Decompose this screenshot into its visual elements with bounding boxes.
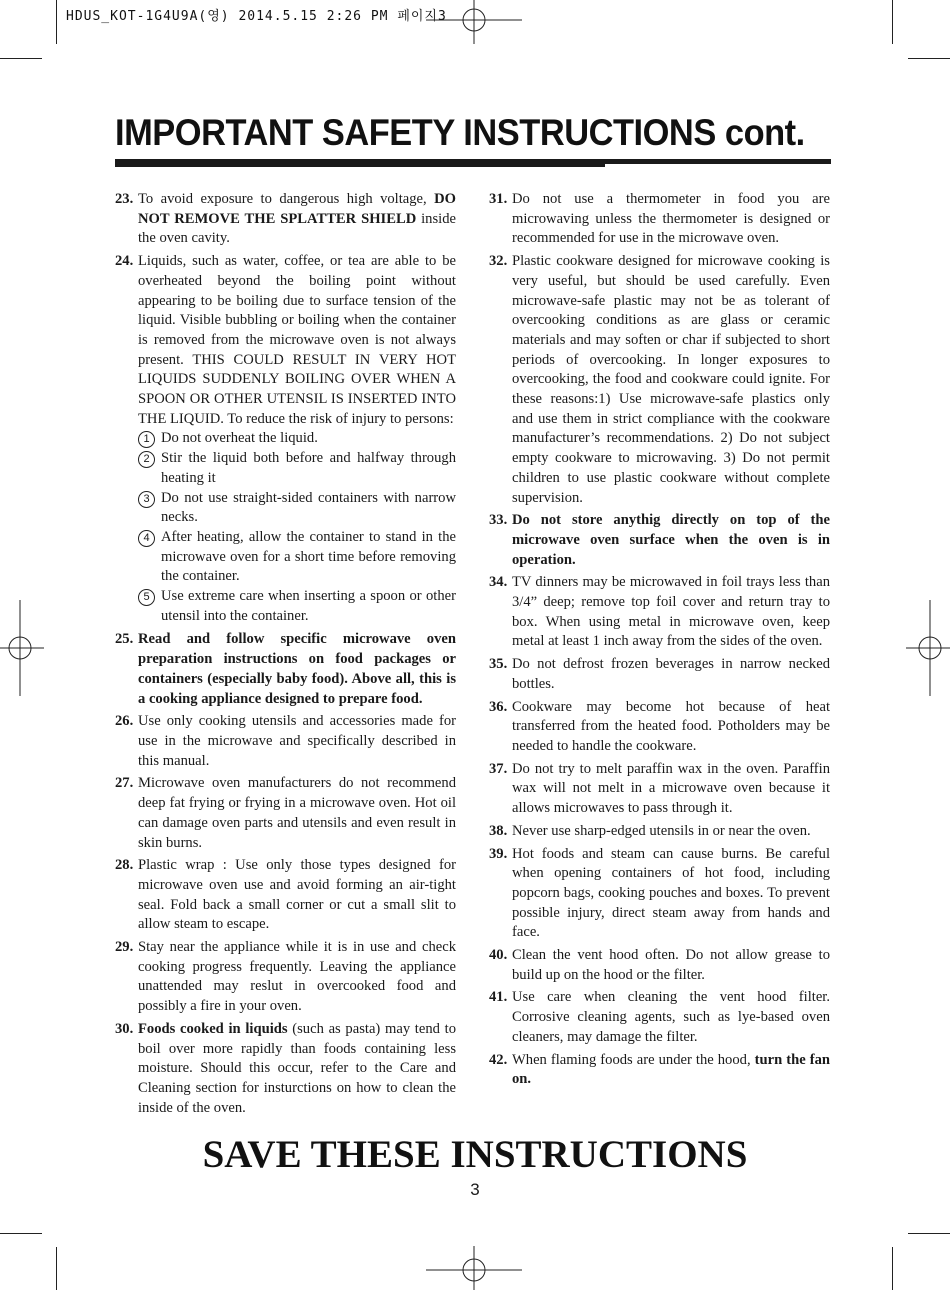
item-number: 39. [489,845,508,862]
item-number: 26. [115,713,134,730]
circled-number: 3 [138,491,155,508]
item-number: 34. [489,574,508,591]
item-text-bold: Do not store anythig directly on top of the microwave oven surface when the oven is in operation. [512,512,830,568]
item-text: Do not defrost frozen beverages in narrow necked bottles. [512,656,830,692]
item-number: 41. [489,989,508,1006]
sub-item-text: Use extreme care when inserting a spoon or other utensil into the container. [161,588,456,624]
sub-item-text: After heating, allow the container to stand in the microwave oven for a short time before removing the container. [161,528,456,585]
item-number: 25. [115,631,134,648]
item-number: 42. [489,1051,508,1068]
item-text: Use only cooking utensils and accessories made for use in the microwave and specifically described in this manual. [138,713,456,769]
instruction-27 [115,774,456,853]
instruction-34 [489,573,830,652]
item-text-bold: DO NOT REMOVE THE SPLATTER SHIELD [138,191,456,227]
instruction-30 [115,1020,456,1119]
crop-mark [0,1233,42,1234]
sub-item-text: Do not overheat the liquid. [161,430,318,447]
item-number: 23. [115,191,134,207]
instruction-42 [489,1051,830,1090]
item-number: 35. [489,656,508,673]
item-text: Do not try to melt paraffin wax in the oven. Paraffin wax will not melt in a microwave oven because it allows microwaves to pass through it. [512,760,830,817]
item-number: 38. [489,822,508,839]
circled-number: 1 [138,431,155,448]
page-title: IMPORTANT SAFETY INSTRUCTIONS cont. [115,112,805,153]
circled-number: 5 [138,589,155,606]
item-text-bold: turn the fan on. [512,1051,830,1088]
crop-mark [892,1247,893,1290]
instruction-32 [489,252,830,508]
item-number: 28. [115,857,134,874]
instruction-28 [115,856,456,935]
instruction-25 [115,630,456,709]
item-number: 40. [489,947,508,964]
instruction-36 [489,698,830,757]
item-text: When flaming foods are under the hood, [512,1051,755,1068]
item-text-bold: Foods cooked in liquids [138,1020,288,1037]
sub-item-2 [138,449,456,488]
item-text: TV dinners may be microwaved in foil trays less than 3/4” deep; remove top foil cover and return tray to box. When using metal in microwave oven, keep metal at least 1 inch away from the sides of the oven. [512,574,830,650]
circled-number: 2 [138,451,155,468]
registration-mark-top [426,0,522,44]
item-text: Never use sharp-edged utensils in or near the oven. [512,822,811,839]
printer-slug: HDUS_KOT-1G4U9A(영) 2014.5.15 2:26 PM 페이지3 [66,9,447,24]
registration-mark-bottom [426,1246,522,1290]
instruction-38 [489,822,830,842]
item-text-bold: Read and follow specific microwave oven preparation instructions on food packages or containers (especially baby food). Above all, this is a cooking appliance designed to prepare food. [138,631,456,707]
sub-item-1 [138,429,456,449]
instruction-31 [489,190,830,249]
left-column [115,190,456,1121]
sub-item-text: Do not use straight-sided containers with narrow necks. [161,489,456,526]
sub-item-5 [138,587,456,626]
item-text: Liquids, such as water, coffee, or tea are able to be overheated beyond the boiling point without appearing to be boiling due to surface tension of the liquid. Visible bubbling or boiling when the container is removed from the microwave oven is not always present. THIS COULD RESULT IN VERY HOT LIQUIDS SUDDENLY BOILING OVER WHEN A SPOON OR OTHER UTENSIL IS INSERTED INTO THE LIQUID. To reduce the risk of injury to persons: [138,253,456,427]
crop-mark [892,0,893,44]
item-number: 27. [115,775,134,792]
item-text: Stay near the appliance while it is in use and check cooking progress frequently. Leaving the appliance unattended may reslut in overcooked food and possibly a fire in your oven. [138,939,456,1015]
instruction-39 [489,845,830,944]
instruction-24 [115,252,456,626]
item-number: 33. [489,512,508,529]
item-number: 30. [115,1020,134,1037]
registration-mark-left [0,600,44,696]
instruction-29 [115,938,456,1017]
item-text: To avoid exposure to dangerous high voltage, [138,191,435,207]
instruction-40 [489,946,830,985]
crop-mark [908,1233,950,1234]
right-column [489,190,830,1093]
item-text: inside the oven cavity. [138,210,456,247]
registration-mark-right [906,600,950,696]
instruction-35 [489,655,830,694]
item-number: 37. [489,760,508,777]
item-text: Plastic cookware designed for microwave cooking is very useful, but should be used carefully. Even microwave-safe plastic may not be as tolerant of overcooking conditions as are glass or ceramic materials and may soften or char if subjected to short periods of overcooking. In longer exposures to overcooking, the food and cookware could ignite. For these reasons:1) Use microwave-safe plastics only and use them in strict compliance with the cookware manufacturer’s recommendations. 2) Do not subject empty cookware to microwaving. 3) Do not permit children to use plastic cookware without complete supervision. [512,253,830,506]
save-instructions-heading: SAVE THESE INSTRUCTIONS [202,1133,748,1176]
item-text: Microwave oven manufacturers do not recommend deep fat frying or frying in a microwave oven. Hot oil can damage oven parts and utensils and even result in skin burns. [138,775,456,851]
item-number: 31. [489,191,508,207]
instruction-23 [115,190,456,249]
sub-item-3 [138,489,456,528]
page-number: 3 [470,1180,480,1199]
crop-mark [56,0,57,44]
item-text: Do not use a thermometer in food you are microwaving unless the thermometer is designed or recommended for use in the microwave oven. [512,191,830,247]
item-text: Plastic wrap : Use only those types designed for microwave oven use and avoid forming an air-tight seal. Fold back a small corner or cut a small slit to allow steam to escape. [138,857,456,933]
item-number: 29. [115,939,134,956]
item-text: (such as pasta) may tend to boil over more rapidly than foods containing less moisture. Should this occur, refer to the Care and Cleaning section for insturctions on how to clean the inside of the oven. [138,1020,456,1116]
crop-mark [0,58,42,59]
title-rule-thin [115,164,605,167]
instruction-26 [115,712,456,771]
sub-item-4 [138,528,456,587]
item-text: Cookware may become hot because of heat transferred from the heated food. Potholders may be needed to handle the cookware. [512,698,830,754]
item-number: 36. [489,698,508,715]
item-number: 32. [489,253,508,270]
instruction-41 [489,988,830,1047]
sub-item-text: Stir the liquid both before and halfway through heating it [161,450,456,486]
item-text: Hot foods and steam can cause burns. Be careful when opening containers of hot food, including popcorn bags, cooking pouches and boxes. To prevent possible injury, direct steam away from hands and face. [512,845,830,941]
instruction-37 [489,760,830,819]
circled-number: 4 [138,530,155,547]
item-text: Clean the vent hood often. Do not allow grease to build up on the hood or the filter. [512,947,830,983]
item-text: Use care when cleaning the vent hood filter. Corrosive cleaning agents, such as lye-based oven cleaners, may damage the filter. [512,989,830,1045]
crop-mark [56,1247,57,1290]
instruction-33 [489,511,830,570]
item-number: 24. [115,253,134,270]
crop-mark [908,58,950,59]
